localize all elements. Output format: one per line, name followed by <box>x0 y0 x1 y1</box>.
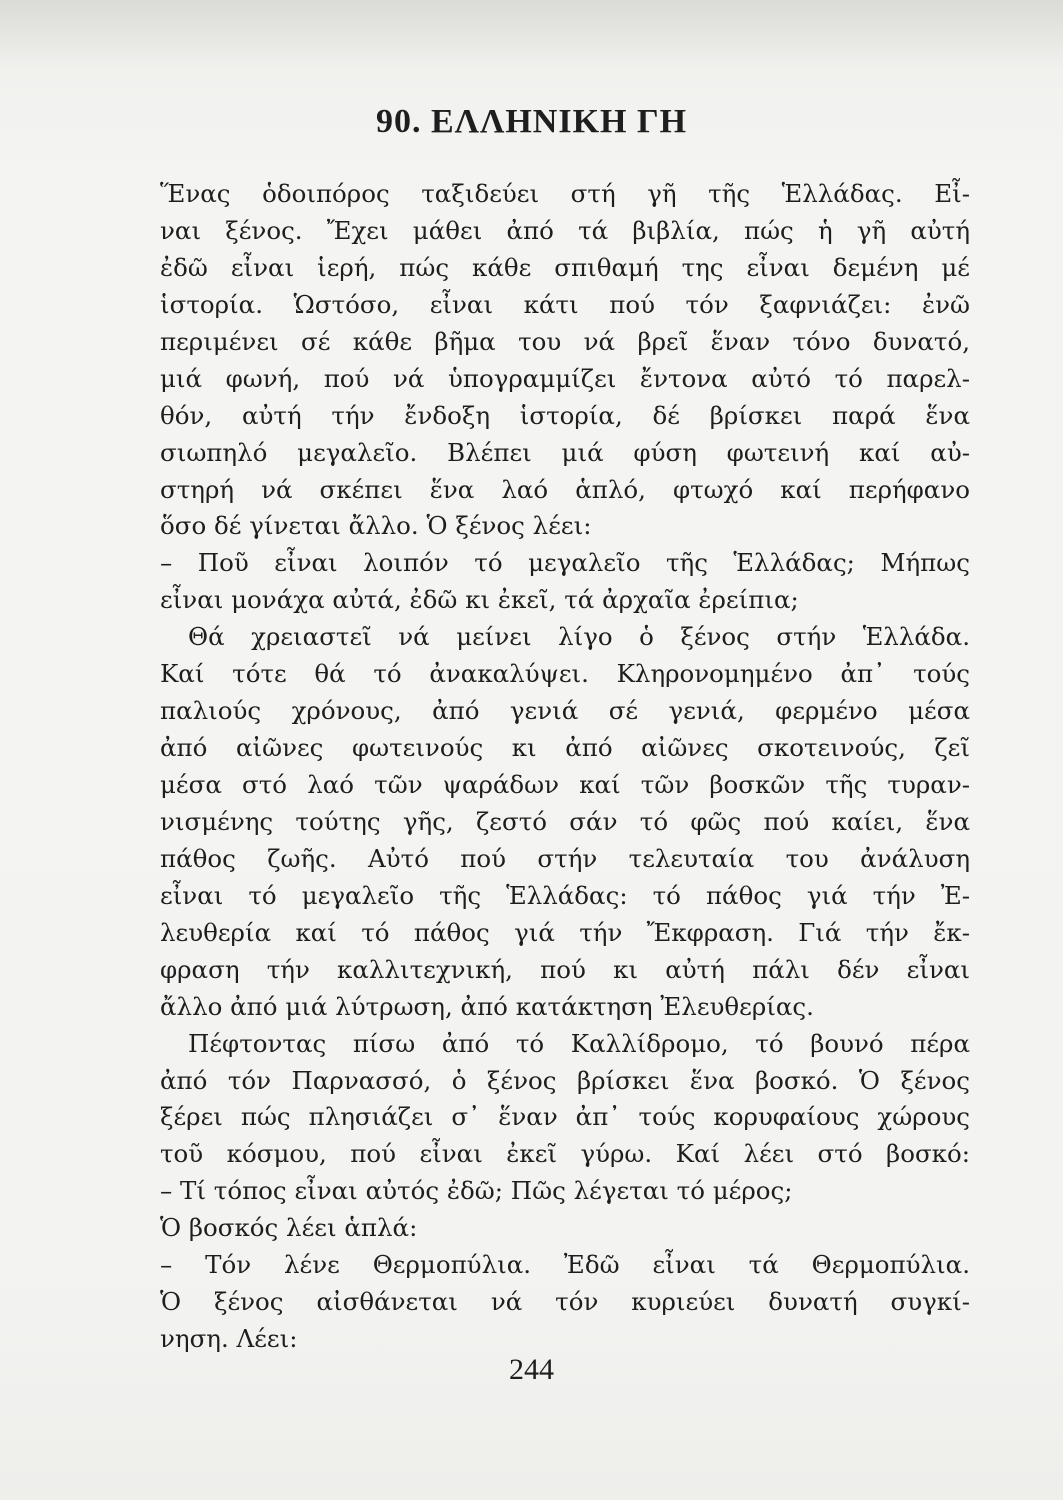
text-line: νισμένης τούτης γῆς, ζεστό σάν τό φῶς πού καίει, ἕνα <box>160 806 970 836</box>
text-line: παλιούς χρόνους, ἀπό γενιά σέ γενιά, φερμένο μέσα <box>160 696 970 726</box>
text-line: ἐδῶ εἶναι ἱερή, πώς κάθε σπιθαμή της εἶναι δεμένη μέ <box>160 252 970 282</box>
text-line: Ἕνας ὁδοιπόρος ταξιδεύει στή γῆ τῆς Ἑλλάδας. Εἶ- <box>160 179 970 208</box>
text-line: Καί τότε θά τό ἀνακαλύψει. Κληρονομημένο ἀπ᾿ τούς <box>160 659 970 689</box>
text-line: λευθερία καί τό πάθος γιά τήν Ἔκφραση. Γιά τήν ἔκ- <box>160 917 970 947</box>
text-line: τοῦ κόσμου, πού εἶναι ἐκεῖ γύρω. Καί λέει στό βοσκό: <box>160 1139 970 1169</box>
text-line: – Τόν λένε Θερμοπύλια. Ἐδῶ εἶναι τά Θερμοπύλια. <box>160 1250 970 1280</box>
text-line: περιμένει σέ κάθε βῆμα του νά βρεῖ ἕναν τόνο δυνατό, <box>160 326 970 356</box>
text-line: ναι ξένος. Ἔχει μάθει ἀπό τά βιβλία, πώς ἡ γῆ αὐτή <box>160 215 970 245</box>
text-line: μιά φωνή, πού νά ὑπογραμμίζει ἔντονα αὐτό τό παρελ- <box>160 363 970 393</box>
text-line: πάθος ζωῆς. Αὐτό πού στήν τελευταία του ἀνάλυση <box>160 843 970 873</box>
text-line: στηρή νά σκέπει ἕνα λαό ἁπλό, φτωχό καί περήφανο <box>160 474 970 504</box>
text-line: Ὁ ξένος αἰσθάνεται νά τόν κυριεύει δυνατή συγκί- <box>160 1287 970 1317</box>
text-line: μέσα στό λαό τῶν ψαράδων καί τῶν βοσκῶν τῆς τυραν- <box>160 770 970 799</box>
page-number: 244 <box>509 1353 554 1386</box>
scan-shadow <box>0 0 1063 70</box>
text-line: ὅσο δέ γίνεται ἄλλο. Ὁ ξένος λέει: <box>160 511 592 541</box>
text-line: εἶναι μονάχα αὐτά, ἐδῶ κι ἐκεῖ, τά ἀρχαῖα ἐρείπια; <box>160 585 799 615</box>
text-line: ξέρει πώς πλησιάζει σ᾿ ἕναν ἀπ᾿ τούς κορυφαίους χώρους <box>160 1102 970 1132</box>
text-line: – Ποῦ εἶναι λοιπόν τό μεγαλεῖο τῆς Ἑλλάδας; Μήπως <box>160 548 970 578</box>
text-line: Ὁ βοσκός λέει ἁπλά: <box>160 1213 418 1243</box>
text-line: – Τί τόπος εἶναι αὐτός ἐδῶ; Πῶς λέγεται τό μέρος; <box>160 1176 793 1206</box>
text-line: ἀπό τόν Παρνασσό, ὁ ξένος βρίσκει ἕνα βοσκό. Ὁ ξένος <box>160 1065 970 1095</box>
text-line: Πέφτοντας πίσω ἀπό τό Καλλίδρομο, τό βουνό πέρα <box>188 1028 970 1058</box>
text-line: Θά χρειαστεῖ νά μείνει λίγο ὁ ξένος στήν Ἑλλάδα. <box>188 622 970 652</box>
text-line: σιωπηλό μεγαλεῖο. Βλέπει μιά φύση φωτεινή καί αὐ- <box>160 437 970 467</box>
text-line: ἄλλο ἀπό μιά λύτρωση, ἀπό κατάκτηση Ἐλευθερίας. <box>160 991 814 1021</box>
text-line: φραση τήν καλλιτεχνική, πού κι αὐτή πάλι δέν εἶναι <box>160 954 970 984</box>
chapter-title: 90. ΕΛΛΗΝΙΚΗ ΓΗ <box>375 103 688 140</box>
text-line: ἱστορία. Ὡστόσο, εἶναι κάτι πού τόν ξαφνιάζει: ἐνῶ <box>160 289 970 319</box>
text-line: εἶναι τό μεγαλεῖο τῆς Ἑλλάδας: τό πάθος γιά τήν Ἐ- <box>160 880 970 910</box>
body-text <box>160 176 970 1358</box>
text-line: θόν, αὐτή τήν ἔνδοξη ἱστορία, δέ βρίσκει παρά ἕνα <box>160 400 970 430</box>
text-line: ἀπό αἰῶνες φωτεινούς κι ἀπό αἰῶνες σκοτεινούς, ζεῖ <box>160 733 970 763</box>
text-line: νηση. Λέει: <box>160 1324 298 1354</box>
